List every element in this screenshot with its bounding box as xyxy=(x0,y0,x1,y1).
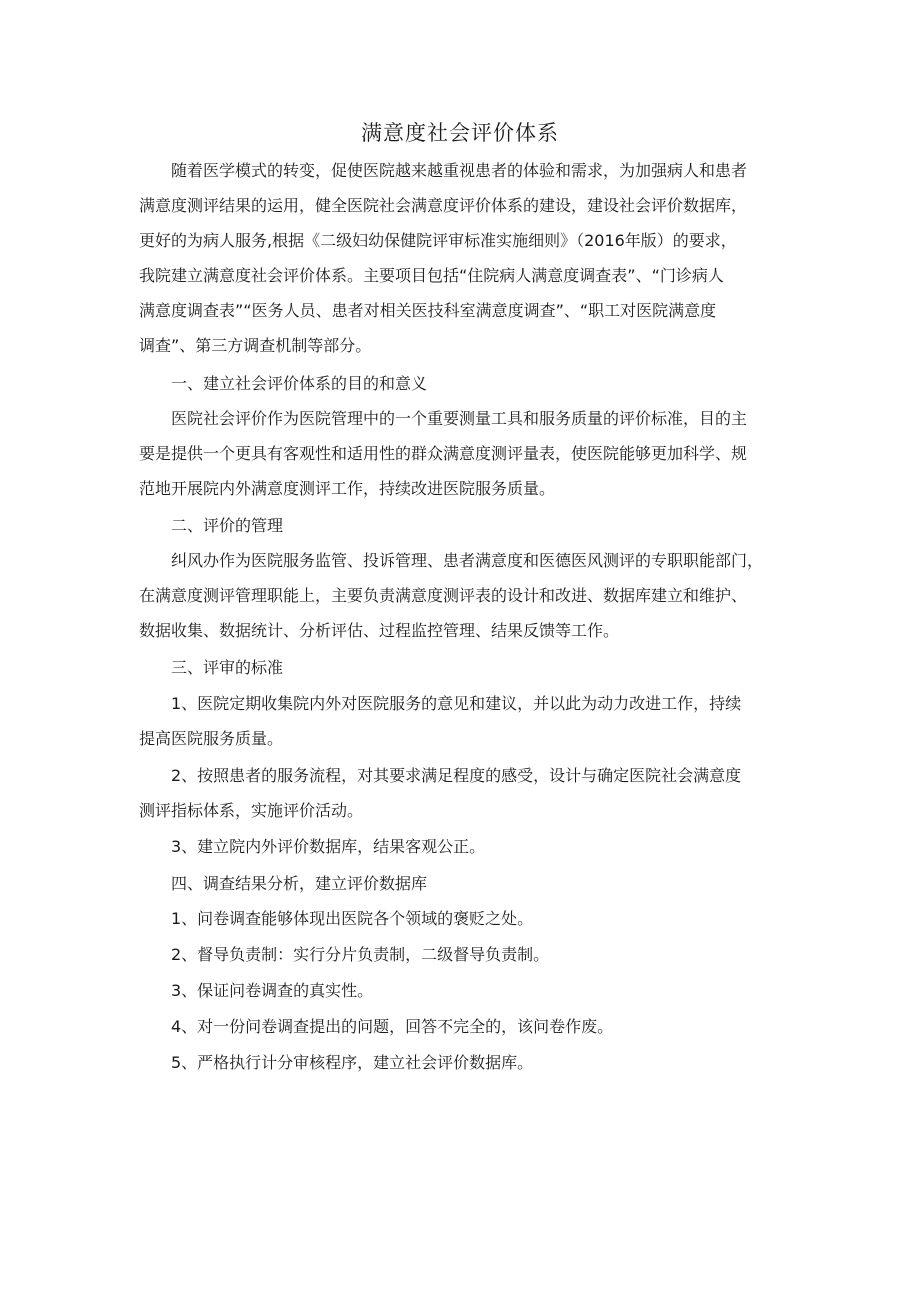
paragraph-line: 提高医院服务质量。 xyxy=(139,729,284,748)
analysis-item-1: 1、问卷调查能够体现出医院各个领域的褒贬之处。 xyxy=(171,909,534,928)
section-heading-analysis: 四、调查结果分析，建立评价数据库 xyxy=(171,874,428,893)
paragraph-line: 测评指标体系，实施评价活动。 xyxy=(139,801,364,820)
section-heading-management: 二、评价的管理 xyxy=(171,516,284,535)
paragraph-line: 医院社会评价作为医院管理中的一个重要测量工具和服务质量的评价标准，目的主 xyxy=(171,409,748,428)
analysis-item-5: 5、严格执行计分审核程序，建立社会评价数据库。 xyxy=(171,1053,534,1072)
paragraph-line: 我院建立满意度社会评价体系。主要项目包括“住院病人满意度调查表”、“门诊病人 xyxy=(139,266,724,285)
paragraph-line: 随着医学模式的转变，促使医院越来越重视患者的体验和需求，为加强病人和患者 xyxy=(171,161,748,180)
paragraph-line: 在满意度测评管理职能上，主要负责满意度测评表的设计和改进、数据库建立和维护、 xyxy=(139,586,748,605)
section-heading-purpose: 一、建立社会评价体系的目的和意义 xyxy=(171,374,428,393)
analysis-item-4: 4、对一份问卷调查提出的问题，回答不完全的，该问卷作废。 xyxy=(171,1017,614,1036)
paragraph-line: 满意度测评结果的运用，健全医院社会满意度评价体系的建设，建设社会评价数据库， xyxy=(139,196,748,215)
paragraph-line: 范地开展院内外满意度测评工作，持续改进医院服务质量。 xyxy=(139,479,556,498)
paragraph-line: 更好的为病人服务,根据《二级妇幼保健院评审标准实施细则》（2016年版）的要求， xyxy=(139,231,737,250)
paragraph-line: 纠风办作为医院服务监管、投诉管理、患者满意度和医德医风测评的专职职能部门， xyxy=(171,551,764,570)
paragraph-line: 2、按照患者的服务流程，对其要求满足程度的感受，设计与确定医院社会满意度 xyxy=(171,766,742,785)
section-heading-standards: 三、评审的标准 xyxy=(171,658,284,677)
section2-paragraph xyxy=(139,543,785,648)
intro-paragraph xyxy=(139,153,785,363)
paragraph-line: 调查”、第三方调查机制等部分。 xyxy=(139,336,372,355)
document-title: 满意度社会评价体系 xyxy=(361,121,559,145)
paragraph-line: 满意度调查表”“医务人员、患者对相关医技科室满意度调查”、“职工对医院满意度 xyxy=(139,301,717,320)
analysis-item-2: 2、督导负责制：实行分片负责制，二级督导负责制。 xyxy=(171,945,550,964)
paragraph-line: 1、医院定期收集院内外对医院服务的意见和建议，并以此为动力改进工作，持续 xyxy=(171,694,742,713)
analysis-item-3: 3、保证问卷调查的真实性。 xyxy=(171,981,374,1000)
standards-item-2 xyxy=(139,758,785,828)
section1-paragraph xyxy=(139,401,785,506)
standards-item-3: 3、建立院内外评价数据库，结果客观公正。 xyxy=(171,837,486,856)
paragraph-line: 要是提供一个更具有客观性和适用性的群众满意度测评量表，使医院能够更加科学、规 xyxy=(139,444,748,463)
paragraph-line: 数据收集、数据统计、分析评估、过程监控管理、结果反馈等工作。 xyxy=(139,621,620,640)
standards-item-1 xyxy=(139,686,785,756)
